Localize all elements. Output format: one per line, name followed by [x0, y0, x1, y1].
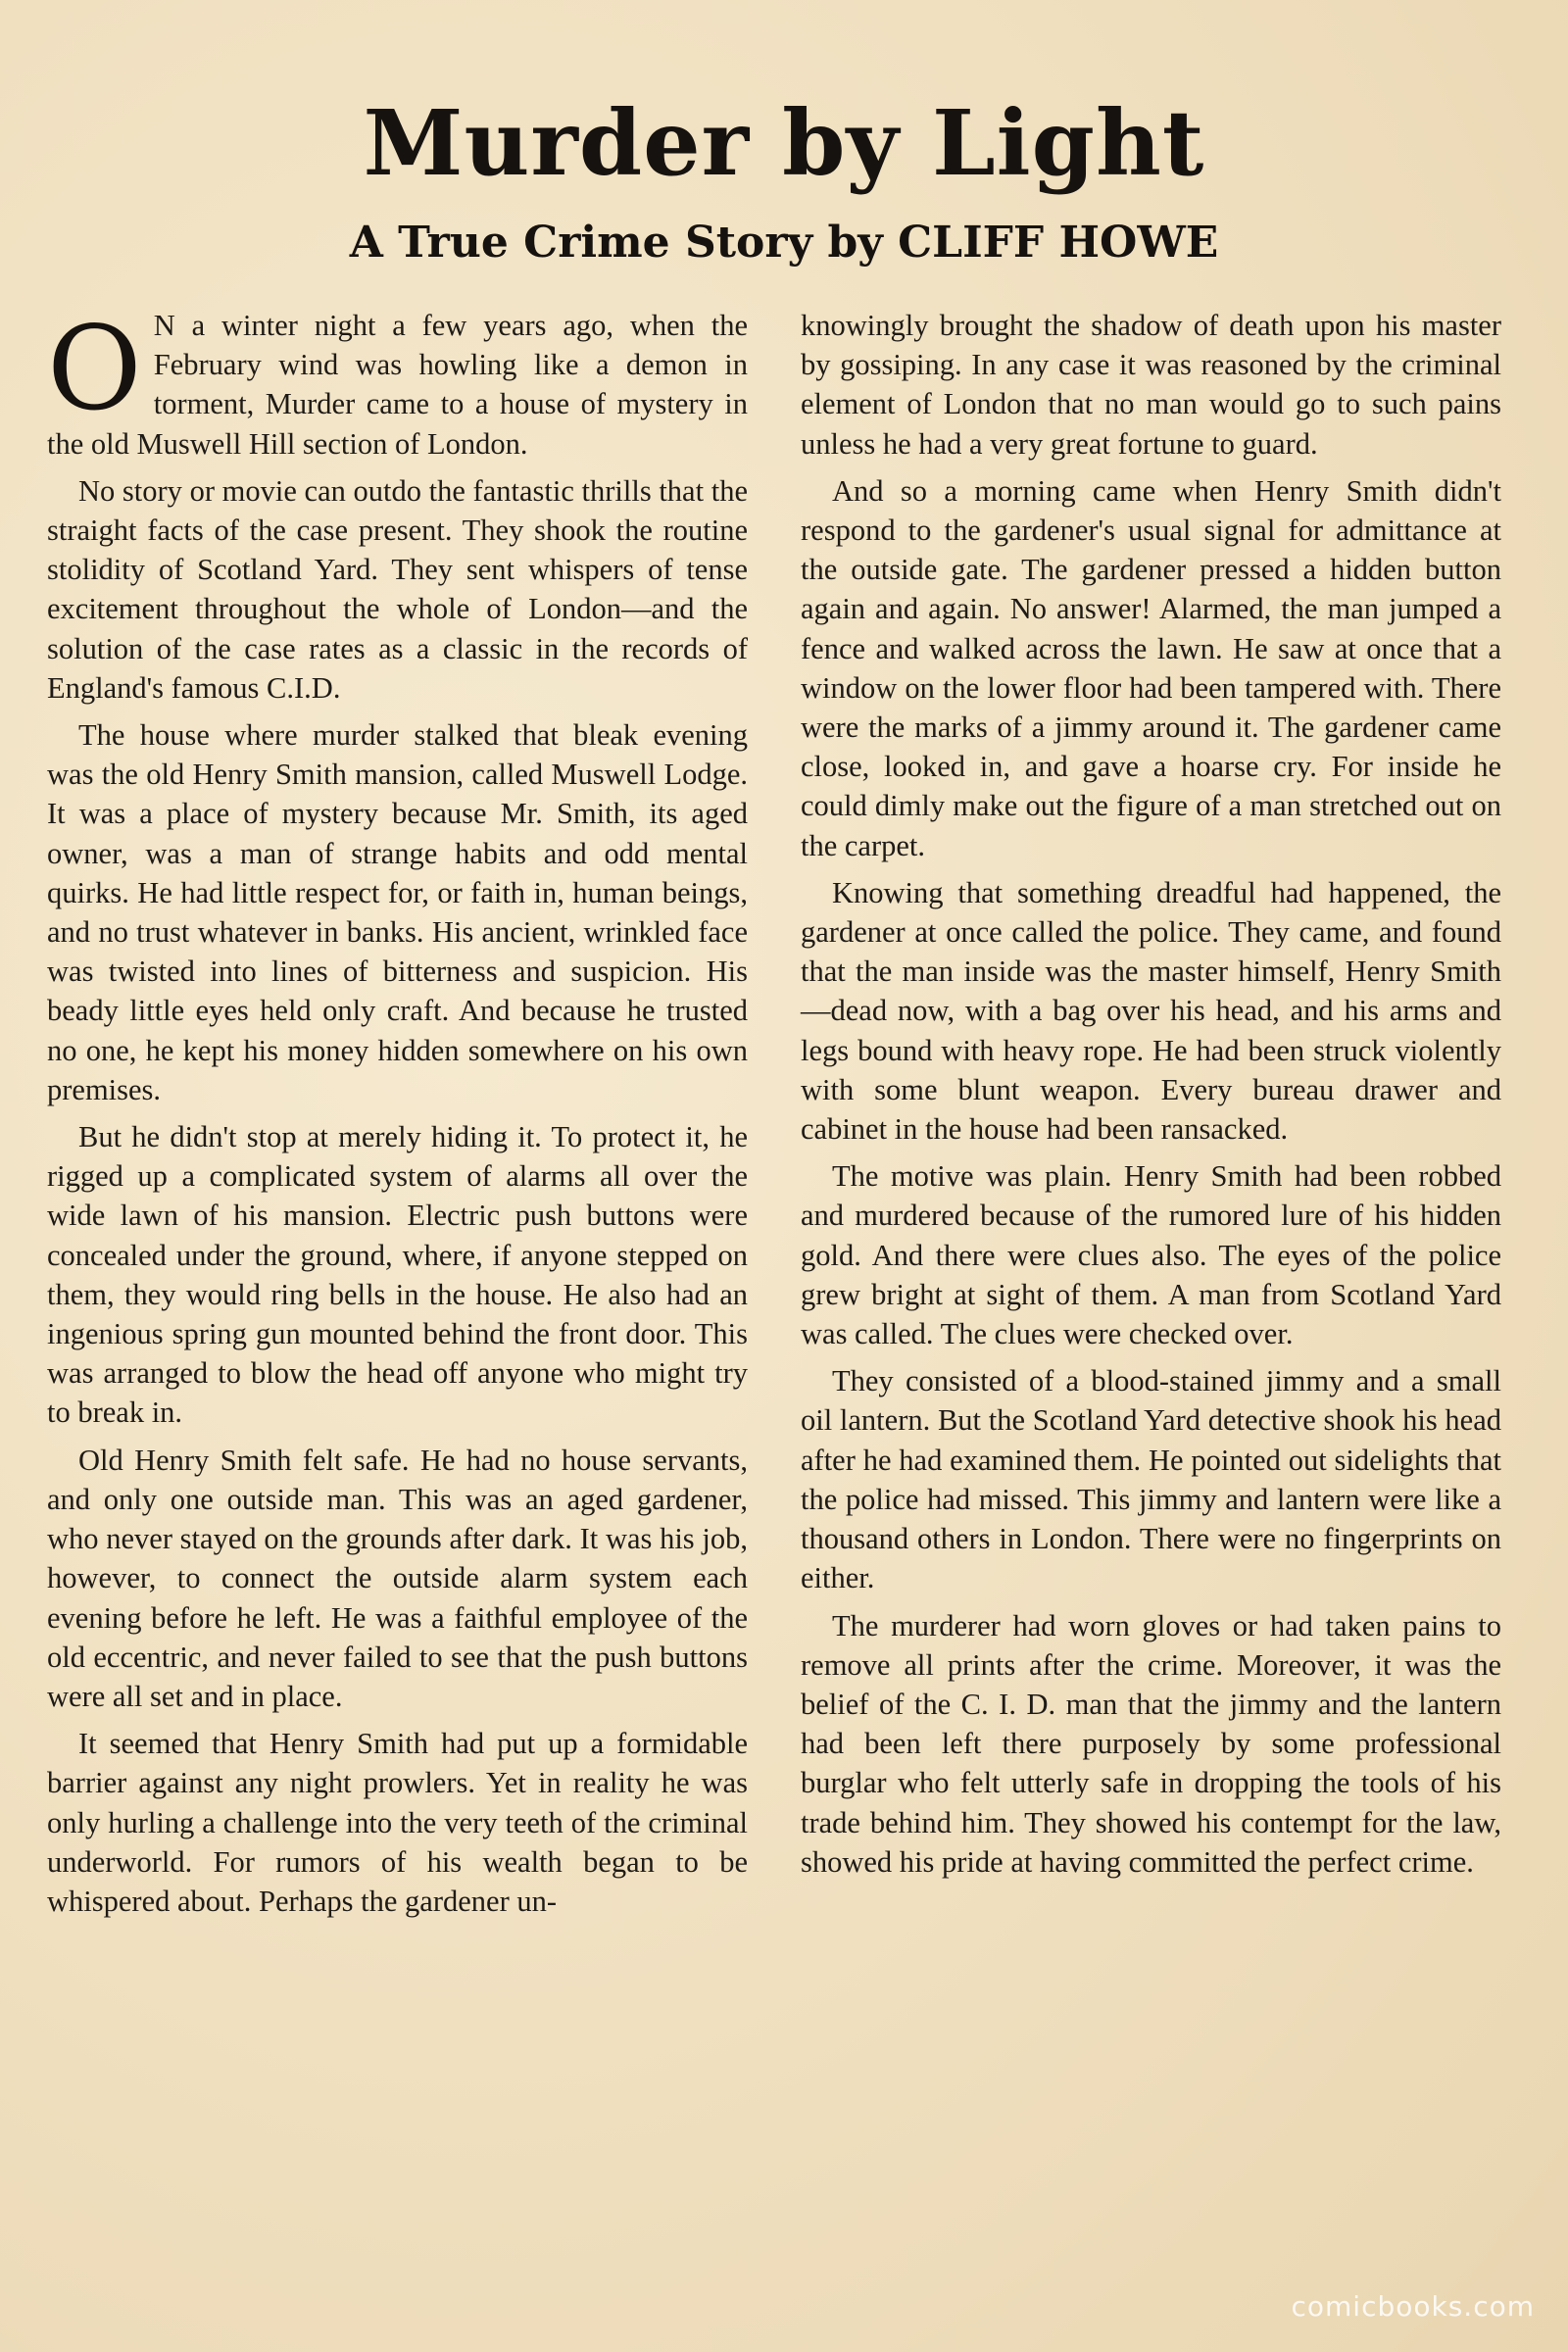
paragraph: They consisted of a blood-stained jimmy and a small oil lantern. But the Scotland Yard detective shook his head after he had examined them. He pointed out sidelights that the police had missed. This jimmy and lantern were like a thousand others in London. There were no fingerprints on either. — [801, 1364, 1501, 1595]
paragraph-text: N a winter night a few years ago, when the February wind was howling like a demon in torment, Murder came to a house of mystery in the old Muswell Hill section of London. — [47, 309, 748, 461]
paragraph — [47, 301, 748, 464]
paragraph: No story or movie can outdo the fantastic thrills that the straight facts of the case present. They shook the routine stolidity of Scotland Yard. They sent whispers of tense excitement throughout the whole of London—and the solution of the case rates as a classic in the records of England's famous C.I.D. — [47, 473, 748, 705]
paragraph: It seemed that Henry Smith had put up a formidable barrier against any night prowlers. Yet in reality he was only hurling a challenge into the very teeth of the criminal underworld. For rumors of his wealth began to be whispered about. Perhaps the gardener un- — [47, 1727, 748, 1918]
left-column — [47, 301, 748, 2276]
paragraph: Old Henry Smith felt safe. He had no house servants, and only one outside man. This was an aged gardener, who never stayed on the grounds after dark. It was his job, however, to connect the outside alarm system each evening before he left. He was a faithful employee of the old eccentric, and never failed to see that the push buttons were all set and in place. — [47, 1443, 748, 1713]
paragraph: But he didn't stop at merely hiding it. To protect it, he rigged up a complicated system of alarms all over the wide lawn of his mansion. Electric push buttons were concealed under the ground, where, if anyone stepped on them, they would ring bells in the house. He also had an ingenious spring gun mounted behind the front door. This was arranged to blow the head off anyone who might try to break in. — [47, 1120, 748, 1430]
article-body — [47, 301, 1501, 2276]
drop-cap: O — [47, 301, 142, 436]
story-byline: A True Crime Story by CLIFF HOWE — [349, 218, 1219, 268]
watermark: comicbooks.com — [1291, 2290, 1535, 2323]
paragraph: knowingly brought the shadow of death upon his master by gossiping. In any case it was reasoned by the criminal element of London that no man would go to such pains unless he had a very great fortune to guard. — [801, 309, 1501, 461]
right-column — [801, 306, 1501, 2276]
paragraph: Knowing that something dreadful had happened, the gardener at once called the police. They came, and found that the man inside was the master himself, Henry Smith—dead now, with a bag over his head, and his arms and legs bound with heavy rope. He had been struck violently with some blunt weapon. Every bureau drawer and cabinet in the house had been ransacked. — [801, 875, 1501, 1147]
paragraph: The house where murder stalked that bleak evening was the old Henry Smith mansion, called Muswell Lodge. It was a place of mystery because Mr. Smith, its aged owner, was a man of strange habits and odd mental quirks. He had little respect for, or faith in, human beings, and no trust whatever in banks. His ancient, wrinkled face was twisted into lines of bitterness and suspicion. His beady little eyes held only craft. And because he trusted no one, he kept his money hidden somewhere on his own premises. — [47, 718, 748, 1106]
paragraph: And so a morning came when Henry Smith didn't respond to the gardener's usual signal for admittance at the outside gate. The gardener pressed a hidden button again and again. No answer! Alarmed, the man jumped a fence and walked across the lawn. He saw at once that a window on the lower floor had been tampered with. There were the marks of a jimmy around it. The gardener came close, looked in, and gave a hoarse cry. For inside he could dimly make out the figure of a man stretched out on the carpet. — [801, 473, 1501, 862]
paragraph: The motive was plain. Henry Smith had been robbed and murdered because of the rumored lure of his hidden gold. And there were clues also. The eyes of the police grew bright at sight of them. A man from Scotland Yard was called. The clues were checked over. — [801, 1159, 1501, 1351]
story-title: Murder by Light — [363, 90, 1205, 196]
paragraph: The murderer had worn gloves or had taken pains to remove all prints after the crime. Moreover, it was the belief of the C. I. D. man that the jimmy and the lantern had been left there purposely by some professional burglar who felt utterly safe in dropping the tools of his trade behind him. They showed his contempt for the law, showed his pride at having committed the perfect crime. — [801, 1608, 1501, 1879]
